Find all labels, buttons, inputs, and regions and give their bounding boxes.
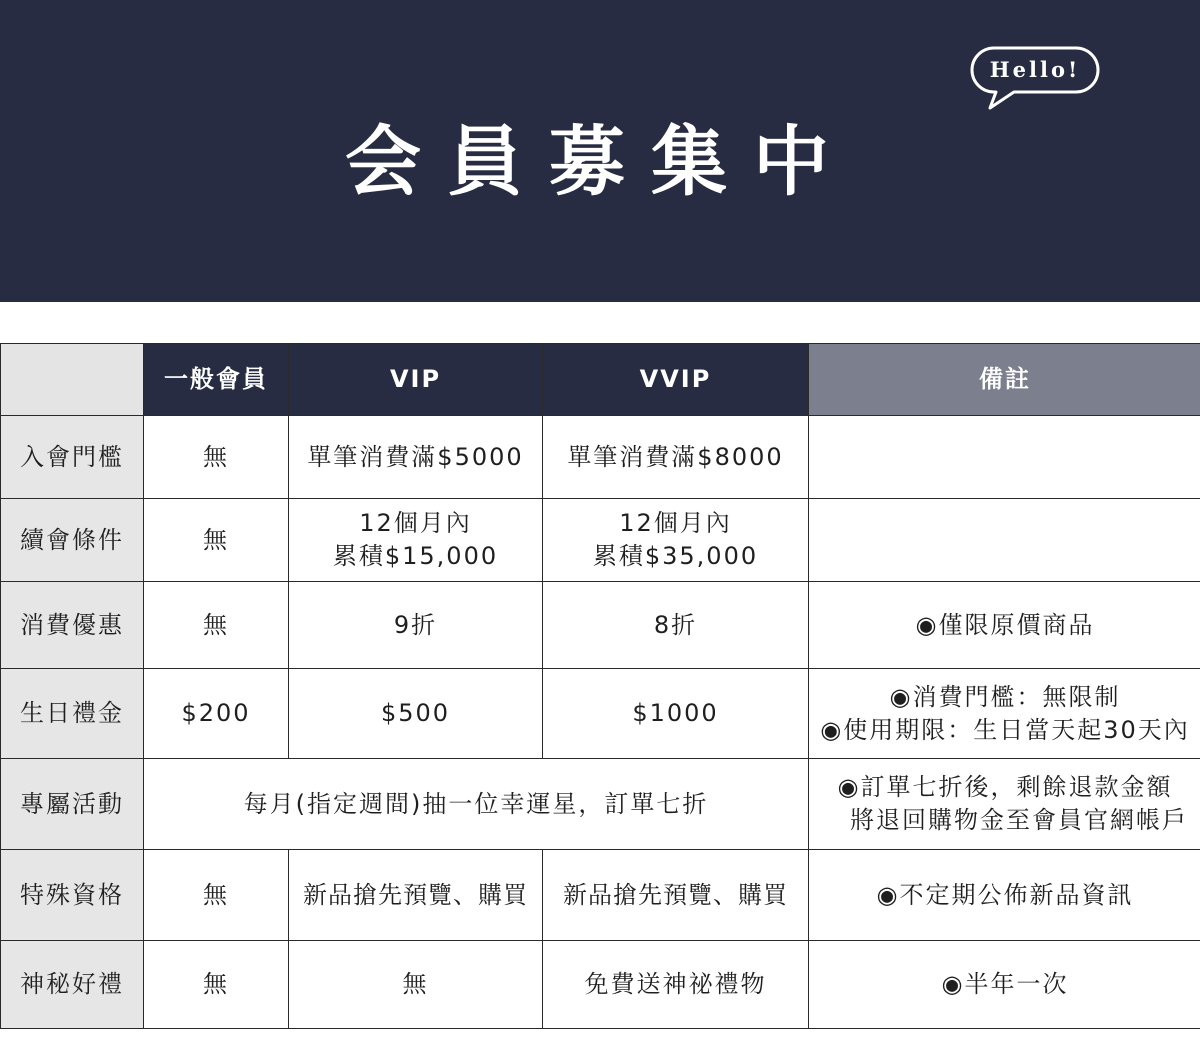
cell-notes [809, 759, 1200, 850]
table-row [1, 582, 1200, 669]
cell-notes [809, 850, 1200, 941]
note-line: ◉訂單七折後，剩餘退款金額 [837, 773, 1173, 801]
cell-general: 無 [144, 416, 289, 499]
cell-vvip: 8折 [543, 582, 809, 669]
row-label: 消費優惠 [1, 582, 144, 669]
cell-general: 無 [144, 941, 289, 1029]
row-label: 入會門檻 [1, 416, 144, 499]
row-label: 續會條件 [1, 499, 144, 582]
table-header-row [1, 344, 1200, 416]
cell-vvip: 單筆消費滿$8000 [543, 416, 809, 499]
header-vip: VIP [289, 344, 543, 416]
membership-table [0, 343, 1200, 1029]
table-row [1, 759, 1200, 850]
cell-vvip [543, 499, 809, 582]
note-line: ◉消費門檻：無限制 [889, 682, 1121, 711]
cell-general: 無 [144, 850, 289, 941]
cell-general: 無 [144, 582, 289, 669]
row-label: 神秘好禮 [1, 941, 144, 1029]
bubble-greeting: Hello! [989, 57, 1081, 82]
note-line: ◉使用期限：生日當天起30天內 [820, 715, 1190, 744]
table-row [1, 416, 1200, 499]
speech-bubble-icon [970, 46, 1100, 110]
table-row [1, 499, 1200, 582]
cell-general: 無 [144, 499, 289, 582]
cell-vip [289, 499, 543, 582]
cell-vip: $500 [289, 669, 543, 759]
header-vvip: VVIP [543, 344, 809, 416]
cell-notes [809, 669, 1200, 759]
cell-notes [809, 416, 1200, 499]
cell-vvip: 新品搶先預覽、購買 [543, 850, 809, 941]
corner-cell [1, 344, 144, 416]
note-line: 將退回購物金至會員官網帳戶 [850, 806, 1188, 834]
cell-vip: 新品搶先預覽、購買 [289, 850, 543, 941]
cell-notes [809, 499, 1200, 582]
cell-vip-line: 12個月內 [359, 509, 472, 537]
row-label: 特殊資格 [1, 850, 144, 941]
header-general: 一般會員 [144, 344, 289, 416]
cell-vvip: 免費送神祕禮物 [543, 941, 809, 1029]
cell-notes [809, 582, 1200, 669]
cell-vip: 9折 [289, 582, 543, 669]
cell-notes [809, 941, 1200, 1029]
page-title: 会員募集中 [345, 117, 855, 206]
cell-vip-line: 累積$15,000 [332, 542, 499, 570]
cell-vvip-line: 12個月內 [619, 509, 732, 537]
row-label: 生日禮金 [1, 669, 144, 759]
row-label: 專屬活動 [1, 759, 144, 850]
table-row [1, 850, 1200, 941]
cell-general: $200 [144, 669, 289, 759]
cell-merged-activity: 每月(指定週間)抽一位幸運星，訂單七折 [144, 759, 809, 850]
header-notes: 備註 [809, 344, 1200, 416]
cell-vvip: $1000 [543, 669, 809, 759]
cell-vvip-line: 累積$35,000 [592, 542, 759, 570]
table-row [1, 941, 1200, 1029]
cell-vip: 無 [289, 941, 543, 1029]
note-line: ◉僅限原價商品 [915, 610, 1095, 639]
hero-banner [0, 0, 1200, 302]
note-line: ◉半年一次 [941, 970, 1069, 998]
cell-vip: 單筆消費滿$5000 [289, 416, 543, 499]
note-line: ◉不定期公佈新品資訊 [876, 880, 1134, 909]
table-row [1, 669, 1200, 759]
